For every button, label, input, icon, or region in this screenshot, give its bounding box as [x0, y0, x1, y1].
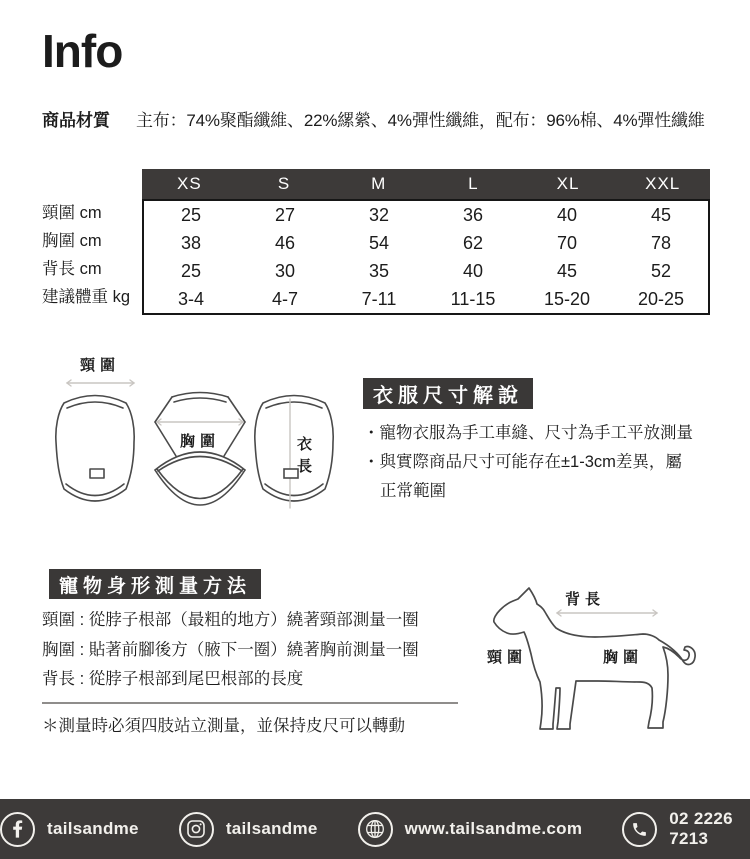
cell: 25 — [180, 204, 202, 225]
col-xs: XS — [176, 174, 202, 193]
cell: 15-20 — [543, 288, 591, 309]
garment-neck-label: 頸圍 — [79, 357, 120, 374]
cell: 78 — [650, 232, 672, 253]
phone-icon — [622, 812, 657, 847]
dog-diagram — [460, 570, 750, 765]
material-row — [42, 106, 732, 131]
cell: 40 — [556, 204, 578, 225]
size-explanation-heading: 衣服尺寸解說 — [363, 378, 533, 409]
material-label: 商品材質 — [42, 111, 110, 130]
cell: 32 — [368, 204, 390, 225]
footer-instagram[interactable] — [179, 812, 318, 847]
dog-back-length-label: 背長 — [564, 591, 605, 608]
footer-facebook[interactable] — [0, 812, 139, 847]
col-l: L — [468, 174, 479, 193]
cell: 70 — [556, 232, 578, 253]
measuring-line-back: 背長 : 從脖子根部到尾巴根部的長度 — [42, 670, 304, 688]
cell: 40 — [462, 260, 484, 281]
explanation-bullet-1: ・寵物衣服為手工車縫、尺寸為手工平放測量 — [363, 424, 693, 442]
page-title: Info — [42, 25, 123, 77]
footer-phone[interactable] — [622, 809, 750, 849]
row-label-back: 背長 cm — [42, 260, 102, 278]
footer-website[interactable] — [358, 812, 583, 847]
website-url: www.tailsandme.com — [404, 819, 583, 838]
size-table-row-labels — [42, 199, 142, 311]
phone-number: 02 2226 7213 — [669, 809, 733, 848]
cell: 52 — [650, 260, 672, 281]
size-table — [42, 169, 710, 315]
garment-diagrams — [50, 350, 350, 528]
cell: 7-11 — [361, 288, 397, 309]
table-row — [144, 229, 708, 257]
cell: 45 — [650, 204, 672, 225]
cell: 25 — [180, 260, 202, 281]
measuring-heading: 寵物身形測量方法 — [49, 569, 261, 599]
divider — [42, 702, 458, 704]
col-xl: XL — [556, 174, 580, 193]
cell: 4-7 — [271, 288, 298, 309]
cell: 46 — [274, 232, 296, 253]
row-label-chest: 胸圍 cm — [42, 232, 102, 250]
size-table-header — [142, 169, 710, 199]
measuring-note: ＊測量時必須四肢站立測量，並保持皮尺可以轉動 — [42, 717, 405, 735]
cell: 62 — [462, 232, 484, 253]
material-value: 主布：74%聚酯纖維、22%縲縈、4%彈性纖維，配布：96%棉、4%彈性纖維 — [136, 111, 705, 130]
instagram-handle: tailsandme — [225, 819, 318, 838]
table-row — [144, 201, 708, 229]
col-s: S — [277, 174, 291, 193]
cell: 27 — [274, 204, 296, 225]
col-m: M — [371, 174, 387, 193]
cell: 54 — [368, 232, 390, 253]
cell: 30 — [274, 260, 296, 281]
measuring-line-chest: 胸圍 : 貼著前腳後方（腋下一圈）繞著胸前測量一圈 — [42, 640, 419, 659]
col-xxl: XXL — [645, 174, 681, 193]
dog-neck-label: 頸圍 — [486, 649, 527, 666]
measuring-text — [42, 606, 419, 695]
cell: 3-4 — [177, 288, 204, 309]
explanation-bullet-2: ・與實際商品尺寸可能存在±1-3cm差異，屬 — [363, 453, 682, 471]
facebook-icon — [0, 812, 35, 847]
globe-icon — [358, 812, 393, 847]
size-table-body — [142, 199, 710, 315]
explanation-bullet-2-cont: 正常範圍 — [380, 482, 446, 500]
facebook-handle: tailsandme — [47, 819, 139, 838]
cell: 45 — [556, 260, 578, 281]
cell: 36 — [462, 204, 484, 225]
instagram-icon — [179, 812, 214, 847]
dog-chest-label: 胸圍 — [602, 649, 643, 666]
garment-chest-label: 胸圍 — [179, 433, 220, 450]
row-label-neck: 頸圍 cm — [42, 204, 102, 222]
cell: 35 — [368, 260, 390, 281]
size-explanation-text — [363, 419, 693, 506]
table-row — [144, 285, 708, 313]
footer-bar — [0, 799, 750, 859]
cell: 20-25 — [637, 288, 685, 309]
cell: 11-15 — [450, 288, 496, 309]
cell: 38 — [180, 232, 202, 253]
measuring-line-neck: 頸圍 : 從脖子根部（最粗的地方）繞著頸部測量一圈 — [42, 611, 419, 629]
row-label-weight: 建議體重 kg — [42, 288, 131, 306]
table-row — [144, 257, 708, 285]
garment-length-label: 衣長 — [295, 436, 312, 480]
